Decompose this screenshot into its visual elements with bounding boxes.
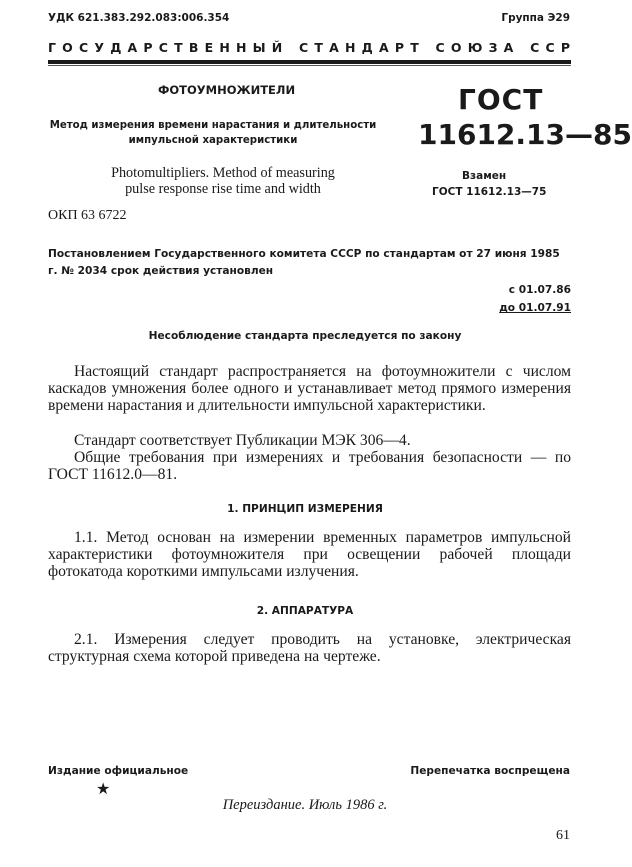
document-title: ФОТОУМНОЖИТЕЛИ xyxy=(158,83,296,97)
replaces-label: Взамен xyxy=(462,170,507,182)
header-rule xyxy=(48,60,571,64)
group-code: Группа Э29 xyxy=(501,12,570,24)
document-subtitle-ru: Метод измерения времени нарастания и длительности импульсной характеристики xyxy=(49,120,377,146)
section-text-apparatus: 2.1. Измерения следует проводить на установке, электрическая структурная схема которой приведена на чертеже. xyxy=(48,631,571,665)
standard-number: 11612.13—85 xyxy=(418,118,632,151)
okp-code: ОКП 63 6722 xyxy=(48,208,127,223)
document-title-en: Photomultipliers. Method of measuring pulse response rise time and width xyxy=(111,165,335,197)
replaces-value: ГОСТ 11612.13—75 xyxy=(432,186,547,198)
section-heading-apparatus: 2. АППАРАТУРА xyxy=(256,605,354,617)
header-rule-thin xyxy=(48,65,571,66)
reissue-note: Переиздание. Июль 1986 г. xyxy=(222,797,388,813)
page-number: 61 xyxy=(556,828,570,843)
requirements-paragraph: Общие требования при измерениях и требования безопасности — по ГОСТ 11612.0—81. xyxy=(48,449,571,483)
section-text-principle: 1.1. Метод основан на измерении временных параметров импульсной характеристики фотоумножителя при освещении рабочей площади фотокатода короткими импульсами излучения. xyxy=(48,529,571,580)
intro-paragraph: Настоящий стандарт распространяется на фотоумножители с числом каскадов умножения более одного и устанавливает метод прямого измерения времени нарастания и длительности импульсной характеристики. xyxy=(48,363,571,414)
section-heading-principle: 1. ПРИНЦИП ИЗМЕРЕНИЯ xyxy=(227,503,383,515)
decree-text: Постановлением Государственного комитета СССР по стандартам от 27 июня 1985 г. № 2034 срок действия установлен xyxy=(48,248,560,277)
validity-to: до 01.07.91 xyxy=(499,302,571,314)
validity-from: с 01.07.86 xyxy=(508,284,571,296)
standard-label: ГОСТ xyxy=(458,83,544,116)
star-icon: ★ xyxy=(96,781,111,798)
udk-code: УДК 621.383.292.083:006.354 xyxy=(48,12,230,24)
iec-paragraph: Стандарт соответствует Публикации МЭК 306—4. xyxy=(74,432,411,449)
organization-banner: ГОСУДАРСТВЕННЫЙ СТАНДАРТ СОЮЗА ССР xyxy=(48,40,577,55)
reprint-prohibited-label: Перепечатка воспрещена xyxy=(410,765,570,777)
official-edition-label: Издание официальное xyxy=(48,765,189,777)
legal-notice: Несоблюдение стандарта преследуется по закону xyxy=(148,330,462,342)
